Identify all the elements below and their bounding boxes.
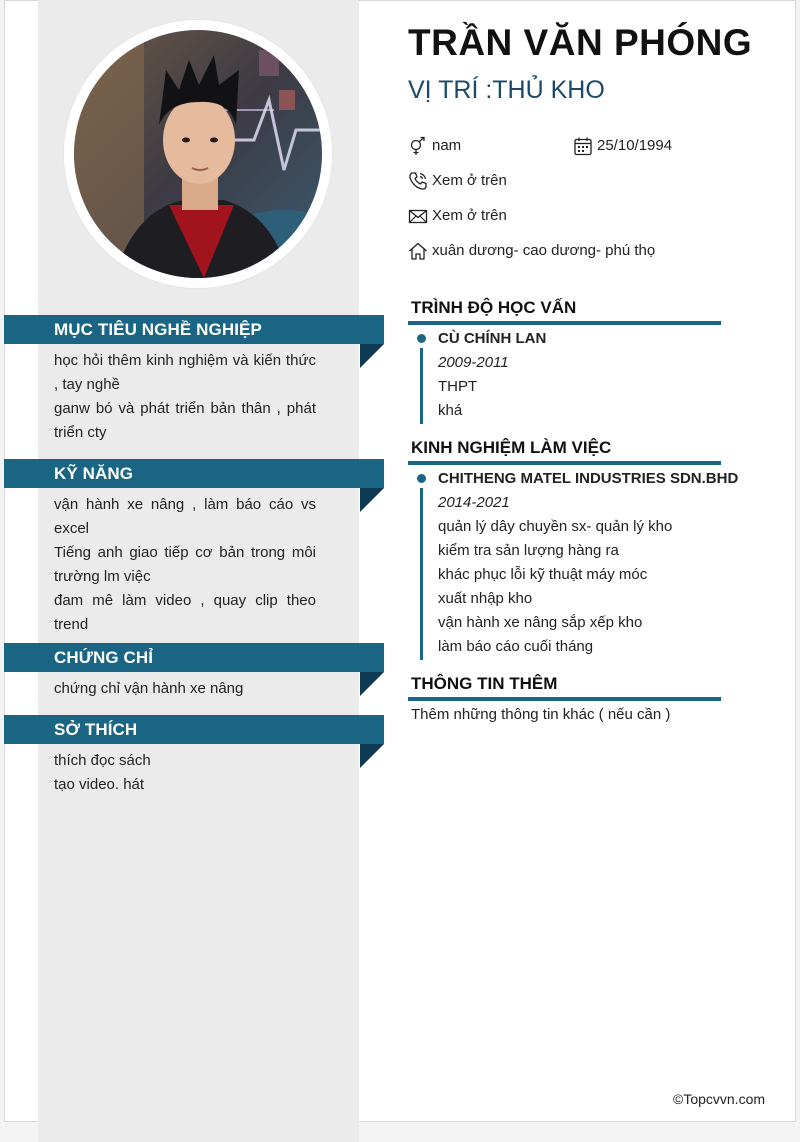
education-level: THPT bbox=[438, 378, 478, 395]
education-grade: khá bbox=[438, 402, 463, 419]
footer-credit: ©Topcvvn.com bbox=[673, 1091, 766, 1107]
text-line: chứng chỉ vận hành xe nâng bbox=[54, 680, 244, 697]
duty-item: kiểm tra sản lượng hàng ra bbox=[438, 542, 619, 559]
ribbon-fold bbox=[360, 488, 384, 512]
hobbies-text bbox=[54, 749, 316, 797]
section-header-hobbies bbox=[4, 715, 384, 744]
text-line: tạo video. hát bbox=[54, 776, 145, 793]
section-underline bbox=[408, 697, 721, 701]
experience-entry bbox=[438, 467, 738, 659]
phone-value: Xem ở trên bbox=[432, 172, 507, 189]
duty-item: vận hành xe nâng sắp xếp kho bbox=[438, 614, 643, 631]
certificates-text bbox=[54, 677, 316, 701]
experience-period: 2014-2021 bbox=[438, 494, 510, 511]
timeline-dot bbox=[417, 334, 426, 343]
address-value: xuân dương- cao dương- phú thọ bbox=[432, 242, 656, 259]
text-line: học hỏi thêm kinh nghiệm và kiến thức , tay nghề bbox=[54, 352, 316, 393]
email-value: Xem ở trên bbox=[432, 207, 507, 224]
gender-icon bbox=[408, 136, 428, 156]
education-entry bbox=[438, 327, 546, 423]
section-underline bbox=[408, 321, 721, 325]
section-title: MỤC TIÊU NGHỀ NGHIỆP bbox=[54, 320, 262, 339]
text-line: thích đọc sách bbox=[54, 752, 151, 769]
school-name: CÙ CHÍNH LAN bbox=[438, 330, 547, 347]
timeline-line bbox=[420, 488, 423, 660]
ribbon-fold bbox=[360, 344, 384, 368]
education-title: TRÌNH ĐỘ HỌC VẤN bbox=[411, 298, 577, 317]
extra-text: Thêm những thông tin khác ( nếu cần ) bbox=[411, 706, 671, 723]
ribbon-fold bbox=[360, 744, 384, 768]
duty-item: quản lý dây chuyền sx- quản lý kho bbox=[438, 518, 673, 535]
experience-title: KINH NGHIỆM LÀM VIỆC bbox=[411, 438, 612, 457]
section-header-skills bbox=[4, 459, 384, 488]
calendar-icon bbox=[573, 136, 593, 156]
text-line: đam mê làm video , quay clip theo trend bbox=[54, 592, 316, 633]
section-title: SỞ THÍCH bbox=[54, 720, 138, 739]
timeline-dot bbox=[417, 474, 426, 483]
skills-text bbox=[54, 493, 316, 637]
objective-text bbox=[54, 349, 316, 445]
home-icon bbox=[408, 241, 428, 261]
duty-item: khác phục lỗi kỹ thuật máy móc bbox=[438, 566, 648, 583]
section-title: CHỨNG CHỈ bbox=[54, 648, 154, 667]
section-title: KỸ NĂNG bbox=[54, 464, 134, 483]
duty-item: làm báo cáo cuối tháng bbox=[438, 638, 594, 655]
avatar bbox=[74, 30, 322, 278]
timeline-line bbox=[420, 348, 423, 424]
section-header-certificates bbox=[4, 643, 384, 672]
birthdate-value: 25/10/1994 bbox=[597, 137, 673, 154]
education-period: 2009-2011 bbox=[438, 354, 509, 371]
text-line: ganw bó và phát triển bản thân , phát triển cty bbox=[54, 400, 316, 441]
section-underline bbox=[408, 461, 721, 465]
text-line: vận hành xe nâng , làm báo cáo vs excel bbox=[54, 496, 316, 537]
duty-item: xuất nhập kho bbox=[438, 590, 533, 607]
mail-icon bbox=[408, 206, 428, 226]
phone-icon bbox=[408, 171, 428, 191]
extra-title: THÔNG TIN THÊM bbox=[411, 674, 558, 693]
ribbon-fold bbox=[360, 672, 384, 696]
avatar-portrait-image bbox=[74, 30, 322, 278]
company-name: CHITHENG MATEL INDUSTRIES SDN.BHD bbox=[438, 470, 739, 487]
section-header-objective bbox=[4, 315, 384, 344]
job-position: VỊ TRÍ :THỦ KHO bbox=[408, 76, 605, 104]
text-line: Tiếng anh giao tiếp cơ bản trong môi trường lm việc bbox=[54, 544, 316, 585]
full-name: TRẦN VĂN PHÓNG bbox=[408, 22, 753, 63]
gender-value: nam bbox=[432, 137, 462, 154]
